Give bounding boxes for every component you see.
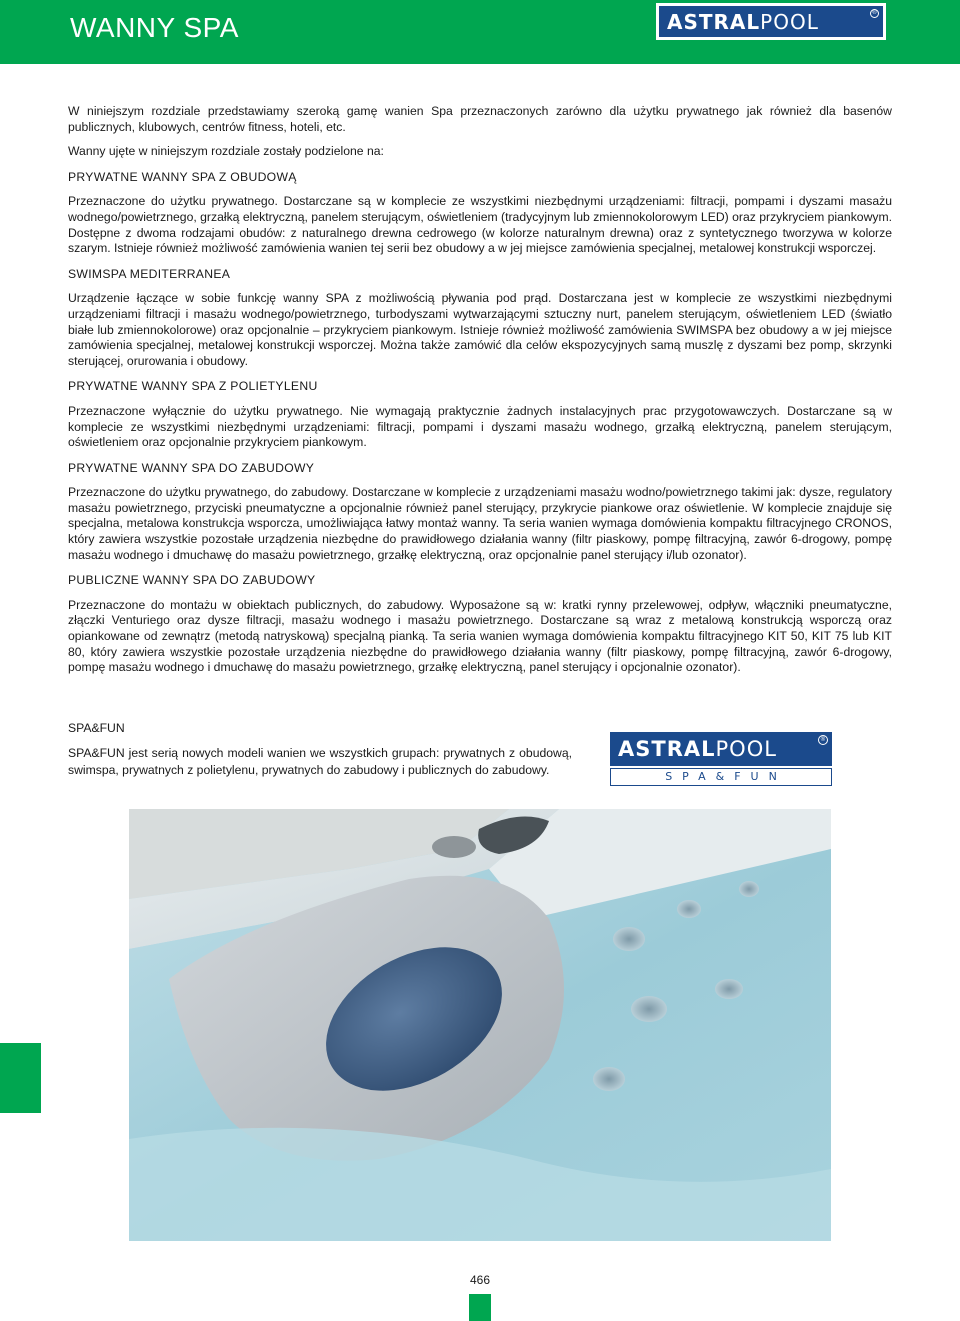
side-color-tab bbox=[0, 1043, 41, 1113]
logo2-text-astral: ASTRAL bbox=[618, 737, 716, 761]
astralpool-spafun-logo bbox=[610, 732, 832, 786]
registered-mark: ® bbox=[818, 735, 828, 745]
section-heading: PRYWATNE WANNY SPA Z OBUDOWĄ bbox=[68, 169, 297, 184]
logo-text-pool: POOL bbox=[760, 9, 819, 34]
registered-mark: ® bbox=[870, 9, 879, 18]
astralpool-logo bbox=[656, 3, 886, 40]
section-text: Przeznaczone do użytku prywatnego, do zabudowy. Dostarczane w komplecie z urządzeniami masażu wodno/powietrznego takimi jak: dysze, regulatory masażu powietrznego, przyciski pneumatyczne a opcjonalnie również panel sterujący, przykrycie piankowe oraz oświetlenie. W komplecie znajduje się specjalna, metalowa konstrukcja wsporcza, umożliwiająca łatwy montaż wanny. Ta seria wanien wymaga domówienia kompaktu filtracyjnego CRONOS, który zawiera wszystkie pozostałe urządzenia niezbędne do prawidłowego działania wanny (filtr piaskowy, pompę filtracyjną, zawór 6-drogowy, pompę masażu wodnego i dmuchawę do masażu powietrznego, grzałkę elektryczną, oraz opcjonalnie panel sterujący i/lub ozonator). bbox=[68, 485, 892, 562]
spafun-text: SPA&FUN jest serią nowych modeli wanien we wszystkich grupach: prywatnych z obudową, swimspa, prywatnych z polietylenu, prywatnych do zabudowy i publicznych do zabudowy. bbox=[68, 746, 572, 777]
intro-paragraph: W niniejszym rozdziale przedstawiamy szeroką gamę wanien Spa przeznaczonych zarówno dla użytku prywatnego jak również dla basenów publicznych, klubowych, centrów fitness, hoteli, etc. bbox=[68, 104, 892, 134]
main-content bbox=[68, 104, 892, 676]
section-text: Przeznaczone wyłącznie do użytku prywatnego. Nie wymagają praktycznie żadnych instalacyjnych prac przygotowawczych. Dostarczane są w komplecie ze wszystkimi niezbędnymi urządzeniami: filtracji, pompami i dyszami masażu wodnego, grzałką elektryczną, panelem sterującym, oświetleniem oraz opcjonalnie przykryciem piankowym. bbox=[68, 403, 892, 450]
section-text: Przeznaczone do użytku prywatnego. Dostarczane są w komplecie ze wszystkimi niezbędnymi urządzeniami: filtracji, pompami i dyszami masażu wodnego/powietrznego, grzałką elektryczną, panelem sterującym, oświetleniem (tradycyjnym lub zmiennokolorowym LED) oraz przykryciem piankowym. Dostępne z dwoma rodzajami obudów: z naturalnego drewna cedrowego (w kolorze naturalnym drewna) oraz z syntetycznego tworzywa w kolorze szarym. Istnieje również możliwość zamówienia wanien tej serii bez obudowy a w jej miejsce zamówienia specjalnej, metalowej konstrukcji wsporczej. bbox=[68, 194, 892, 256]
page-title: WANNY SPA bbox=[70, 12, 239, 43]
logo2-subtitle: SPA&FUN bbox=[610, 768, 832, 786]
section-text: Urządzenie łączące w sobie funkcję wanny SPA z możliwością pływania pod prąd. Dostarczana jest w komplecie ze wszystkimi niezbędnymi urządzeniami filtracji i masażu wodnego/powietrznego, turbodyszami wytwarzającymi sztuczny nurt, panelem sterującym, oświetleniem LED (światło białe lub zmiennokolorowe) oraz opcjonalnie – przykryciem piankowym. Istnieje również możliwość zamówienia SWIMSPA bez obudowy a w jej miejsce zamówienia specjalnej, metalowej konstrukcji wsporczej. Można także zamówić dla celów ekspozycyjnych samą muszlę z dyszami bez pomp, skrzynki sterującej, orurowania i obudowy. bbox=[68, 291, 892, 368]
logo-text-astral: ASTRAL bbox=[667, 9, 761, 34]
bottom-color-tab bbox=[469, 1294, 491, 1321]
section-heading: PRYWATNE WANNY SPA Z POLIETYLENU bbox=[68, 379, 318, 394]
spa-photo-illustration bbox=[129, 809, 831, 1241]
page-header bbox=[0, 0, 960, 64]
section-heading: SWIMSPA MEDITERRANEA bbox=[68, 266, 231, 281]
logo-inner bbox=[659, 6, 883, 37]
division-paragraph: Wanny ujęte w niniejszym rozdziale zostały podzielone na: bbox=[68, 144, 384, 159]
logo2-banner bbox=[610, 732, 832, 766]
section-heading: PUBLICZNE WANNY SPA DO ZABUDOWY bbox=[68, 573, 316, 588]
page-number: 466 bbox=[469, 1273, 491, 1287]
section-text: Przeznaczone do montażu w obiektach publicznych, do zabudowy. Wyposażone są w: kratki rynny przelewowej, odpływ, włączniki pneumatyczne, złączki Venturiego oraz dysze filtracji, masażu wodnego i masażu powietrznego. Dostarczane są wraz z metalową konstrukcją wsporczą oraz opiankowane od zewnątrz (metodą natryskową) specjalną pianką. Ta seria wanien wymaga domówienia kompaktu filtracyjnego KIT 50, KIT 75 lub KIT 80, który zawiera wszystkie pozostałe urządzenia niezbędne do prawidłowego działania wanny (filtr piaskowy, pompę filtracyjną, zawór 6-drogowy, pompę masażu wodnego i dmuchawę do masażu powietrznego, grzałkę elektryczną, panel sterujący i opcjonalnie ozonator). bbox=[68, 597, 892, 675]
section-heading: PRYWATNE WANNY SPA DO ZABUDOWY bbox=[68, 460, 315, 475]
logo2-text-pool: POOL bbox=[715, 737, 777, 761]
spafun-section bbox=[68, 720, 572, 778]
spafun-heading: SPA&FUN bbox=[68, 721, 125, 735]
spa-photo bbox=[129, 809, 831, 1241]
